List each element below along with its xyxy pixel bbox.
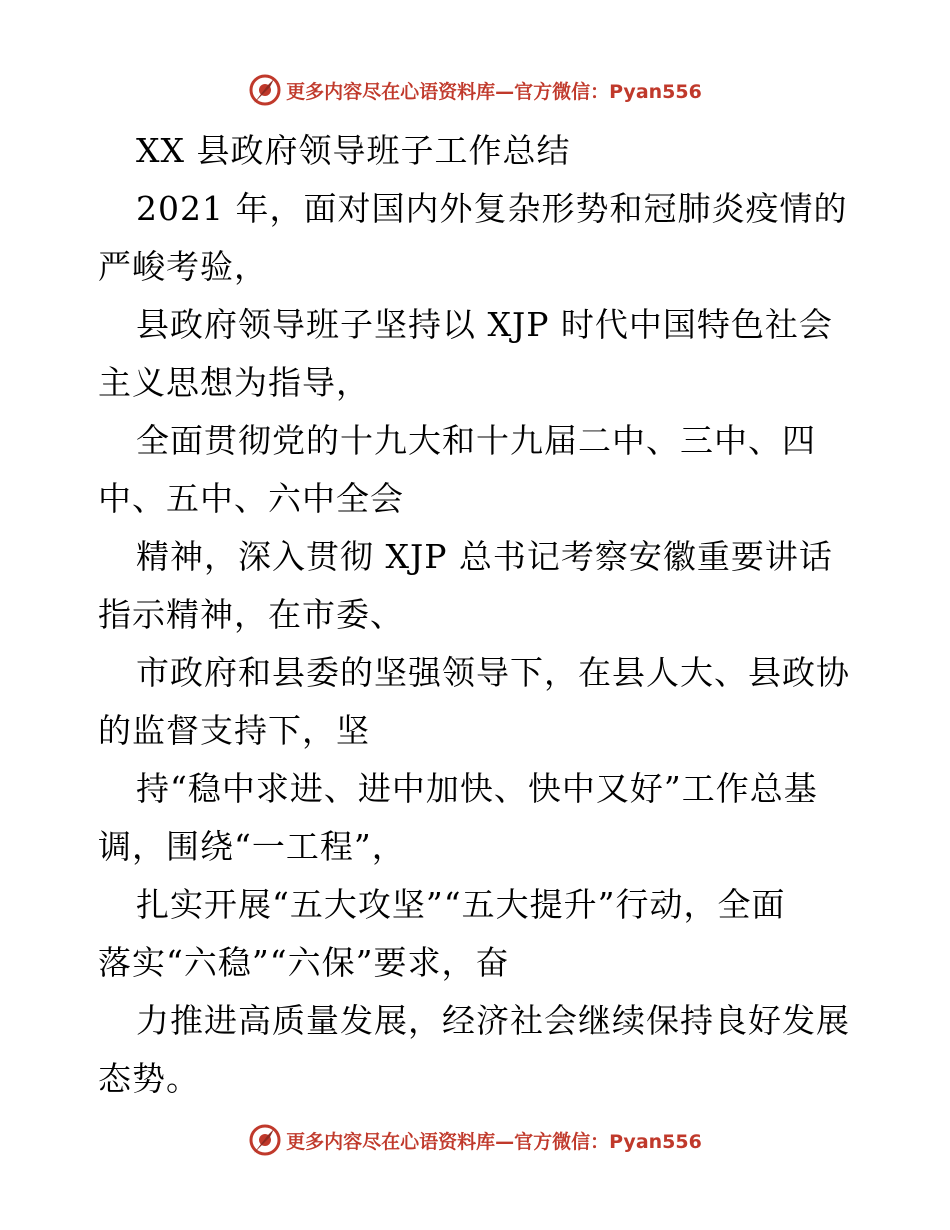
text-line: 严峻考验， (98, 247, 268, 286)
quill-logo-icon (248, 1123, 282, 1157)
text-line: 全面贯彻党的十九大和十九届二中、三中、四 (136, 421, 816, 460)
text-line: 县政府领导班子坚持以 XJP 时代中国特色社会 (136, 305, 833, 344)
document-body (98, 122, 858, 1108)
text-line: 力推进高质量发展，经济社会继续保持良好发展 (136, 1001, 850, 1040)
quill-logo-icon (248, 73, 282, 107)
text-line: 的监督支持下，坚 (98, 711, 370, 750)
text-line: 调，围绕“一工程”， (98, 827, 406, 866)
watermark-banner-bottom (0, 1120, 950, 1160)
watermark-text: 更多内容尽在心语资料库—官方微信：Pyan556 (286, 1130, 702, 1153)
text-line: XX 县政府领导班子工作总结 (136, 131, 571, 170)
text-line: 市政府和县委的坚强领导下，在县人大、县政协 (136, 653, 850, 692)
text-line: 2021 年，面对国内外复杂形势和冠肺炎疫情的 (136, 189, 848, 228)
text-line: 落实“六稳”“六保”要求，奋 (98, 943, 510, 982)
watermark-banner-top (0, 70, 950, 110)
text-line: 精神，深入贯彻 XJP 总书记考察安徽重要讲话 (136, 537, 833, 576)
watermark-text: 更多内容尽在心语资料库—官方微信：Pyan556 (286, 80, 702, 103)
text-line: 态势。 (98, 1059, 200, 1098)
text-line: 中、五中、六中全会 (98, 479, 404, 518)
text-line: 指示精神，在市委、 (98, 595, 404, 634)
text-line: 主义思想为指导， (98, 363, 370, 402)
text-line: 持“稳中求进、进中加快、快中又好”工作总基 (136, 769, 818, 808)
text-line: 扎实开展“五大攻坚”“五大提升”行动，全面 (136, 885, 786, 924)
